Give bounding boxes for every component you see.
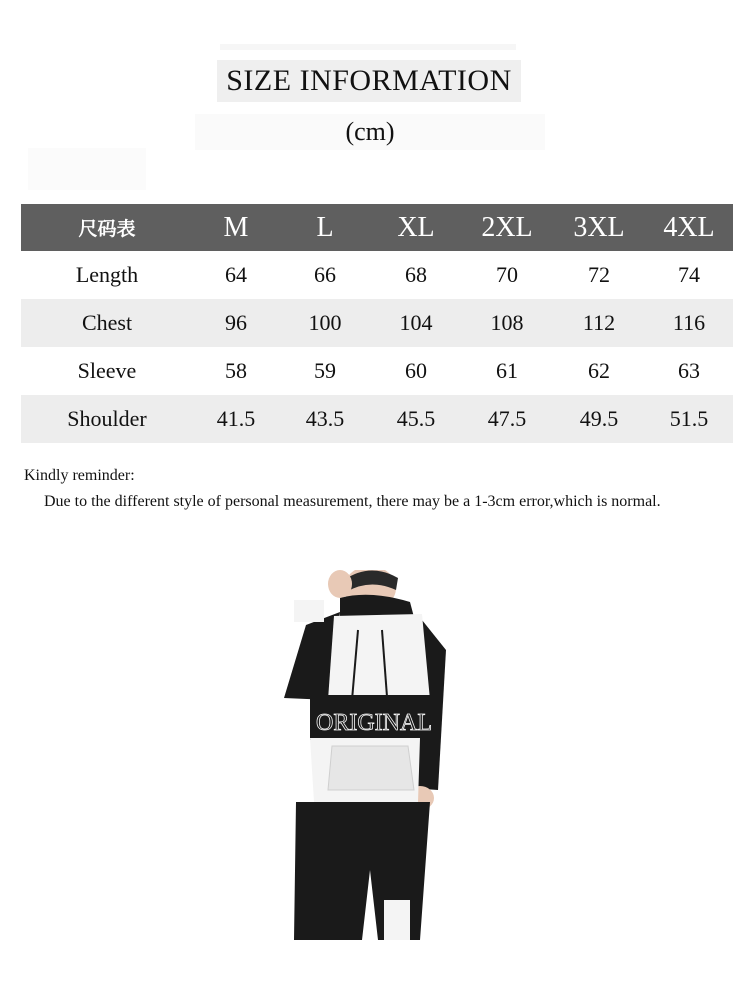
torso-upper bbox=[328, 614, 430, 700]
table-cell: 47.5 bbox=[461, 395, 553, 443]
table-row bbox=[21, 395, 733, 443]
table-cell: 41.5 bbox=[193, 395, 279, 443]
unit-label: (cm) bbox=[195, 114, 545, 150]
table-cell: 63 bbox=[645, 347, 733, 395]
table-cell: 45.5 bbox=[371, 395, 461, 443]
table-row bbox=[21, 347, 733, 395]
table-cell: 112 bbox=[553, 299, 645, 347]
table-cell: 116 bbox=[645, 299, 733, 347]
row-label: Chest bbox=[21, 299, 193, 347]
row-label: Sleeve bbox=[21, 347, 193, 395]
row-label: Shoulder bbox=[21, 395, 193, 443]
row-label: Length bbox=[21, 251, 193, 299]
table-cell: 96 bbox=[193, 299, 279, 347]
size-header-cell: 4XL bbox=[645, 204, 733, 251]
size-header-cell: 3XL bbox=[553, 204, 645, 251]
left-cuff bbox=[294, 600, 324, 622]
hand-shape bbox=[328, 570, 352, 598]
size-header-cell: L bbox=[279, 204, 371, 251]
table-cell: 74 bbox=[645, 251, 733, 299]
size-header-cell: XL bbox=[371, 204, 461, 251]
pants-patch bbox=[384, 900, 410, 940]
table-cell: 68 bbox=[371, 251, 461, 299]
table-cell: 58 bbox=[193, 347, 279, 395]
decorative-line bbox=[220, 44, 516, 50]
size-header-cell: 2XL bbox=[461, 204, 553, 251]
table-cell: 49.5 bbox=[553, 395, 645, 443]
size-header-cell: M bbox=[193, 204, 279, 251]
table-cell: 64 bbox=[193, 251, 279, 299]
table-cell: 51.5 bbox=[645, 395, 733, 443]
table-cell: 100 bbox=[279, 299, 371, 347]
product-photo bbox=[270, 570, 470, 940]
pocket bbox=[328, 746, 414, 790]
table-cell: 61 bbox=[461, 347, 553, 395]
table-cell: 108 bbox=[461, 299, 553, 347]
table-cell: 72 bbox=[553, 251, 645, 299]
table-cell: 66 bbox=[279, 251, 371, 299]
page-title: SIZE INFORMATION bbox=[217, 60, 521, 102]
size-chart-label: 尺码表 bbox=[21, 204, 193, 251]
table-cell: 43.5 bbox=[279, 395, 371, 443]
table-cell: 104 bbox=[371, 299, 461, 347]
table-cell: 60 bbox=[371, 347, 461, 395]
table-row bbox=[21, 251, 733, 299]
table-cell: 62 bbox=[553, 347, 645, 395]
reminder-title: Kindly reminder: bbox=[24, 467, 135, 484]
table-cell: 70 bbox=[461, 251, 553, 299]
chest-print: ORIGINAL bbox=[316, 710, 432, 736]
table-row bbox=[21, 299, 733, 347]
size-table bbox=[21, 204, 733, 443]
decorative-block bbox=[28, 148, 146, 190]
reminder-text: Due to the different style of personal measurement, there may be a 1-3cm error,which is normal. bbox=[44, 493, 661, 510]
table-cell: 59 bbox=[279, 347, 371, 395]
size-header-row bbox=[21, 204, 733, 251]
